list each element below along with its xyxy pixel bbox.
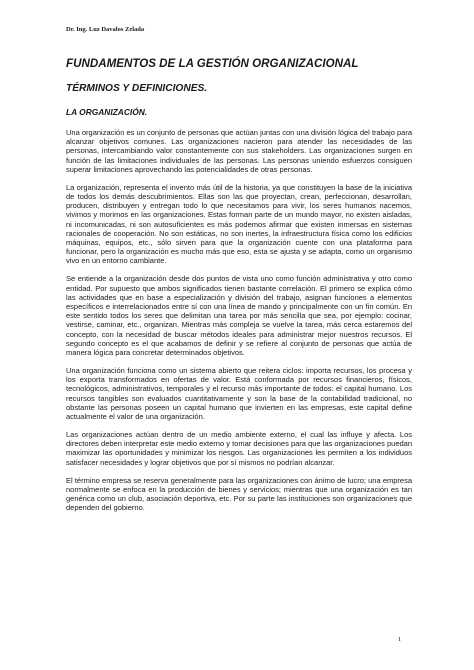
document-subtitle: TÉRMINOS Y DEFINICIONES. (66, 83, 208, 94)
document-title: FUNDAMENTOS DE LA GESTIÓN ORGANIZACIONAL (66, 57, 359, 70)
document-body (66, 128, 412, 521)
paragraph: Se entiende a la organización desde dos puntos de vista uno como función administrativa y otro como entidad. Por supuesto que ambos significados tienen bastante correlación. El primero se explica cómo las actividades que en base a especialización y división del trabajo, asignan funciones a elementos específicos e interrelacionados entre sí con una línea de mando y principalmente con un fin común. En este sentido todos los seres que delimitan una tarea por más sencilla que sea, por ejemplo: cocinar, vestirse, caminar, etc., organizan. Mientras más compleja se vuelve la tarea, más cerca estaremos del concepto, con la necesidad de buscar métodos ideales para administrar mejor nuestros recursos. El segundo concepto es el que acabamos de definir y se refiere al conjunto de personas que actúa de manera lógica para concretar determinados objetivos. (66, 274, 412, 358)
section-heading: LA ORGANIZACIÓN. (66, 107, 148, 117)
paragraph: Las organizaciones actúan dentro de un medio ambiente externo, el cual las influye y afecta. Los directores deben interpretar este medio externo y tomar decisiones para que las organizaciones puedan maximizar las oportunidades y minimizar los riesgos. Las organizaciones les permiten a los individuos satisfacer necesidades y lograr objetivos que por sí mismos no podrían alcanzar. (66, 430, 412, 467)
paragraph: La organización, representa el invento más útil de la historia, ya que constituyen la base de la iniciativa de todos los demás descubrimientos. Ellas son las que proyectan, crean, perfeccionan, desarrollan, producen, distribuyen y entregan todo lo que necesitamos para vivir, los seres humanos nacemos, vivimos y morimos en las organizaciones. Estas forman parte de un mundo mayor, no existen aisladas, ni incomunicadas, ni son autosuficientes es más podemos afirmar que existen inmersas en sistemas racionales de cooperación. No son estáticas, no son inertes, la infraestructura física como los edificios máquinas, equipos, etc., sólo sirven para que la organización cuente con una plataforma para funcionar, pero la organización es mucho más que eso, esta se ajusta y se adapta, como un organismo vivo en un entorno cambiante. (66, 182, 412, 266)
page-header-author: Dr. Ing. Luz Davalos Zelada (66, 26, 145, 33)
paragraph: El término empresa se reserva generalmente para las organizaciones con ánimo de lucro; una empresa normalmente se enfoca en la producción de bienes y servicios; mientras que una organización es tan genérica como un club, asociación deportiva, etc. Por su parte las instituciones son organizaciones que dependen del gobierno. (66, 475, 412, 513)
page-number: 1 (398, 636, 402, 643)
paragraph: Una organización es un conjunto de personas que actúan juntas con una división lógica del trabajo para alcanzar objetivos comunes. Las organizaciones nacieron para atender las necesidades de las personas, intercambiando valor constantemente con sus stakeholders. Las organizaciones surgen en función de las limitaciones individuales de las personas. Las personas uniendo esfuerzos consiguen superar limitaciones aprovechando las potencialidades de otras personas. (66, 128, 412, 174)
paragraph: Una organización funciona como un sistema abierto que reitera ciclos: importa recursos, los procesa y los exporta transformados en ofertas de valor. Está conformada por recursos financieros, físicos, tecnológicos, administrativos, temporales y el recurso más importante de todos: el capital humano. Los recursos tangibles son evaluados cuantitativamente y son la base de la contabilidad tradicional, no obstante las personas poseen un capital humano que invierten en las empresas, este capital define actualmente el valor de una organización. (66, 366, 412, 422)
